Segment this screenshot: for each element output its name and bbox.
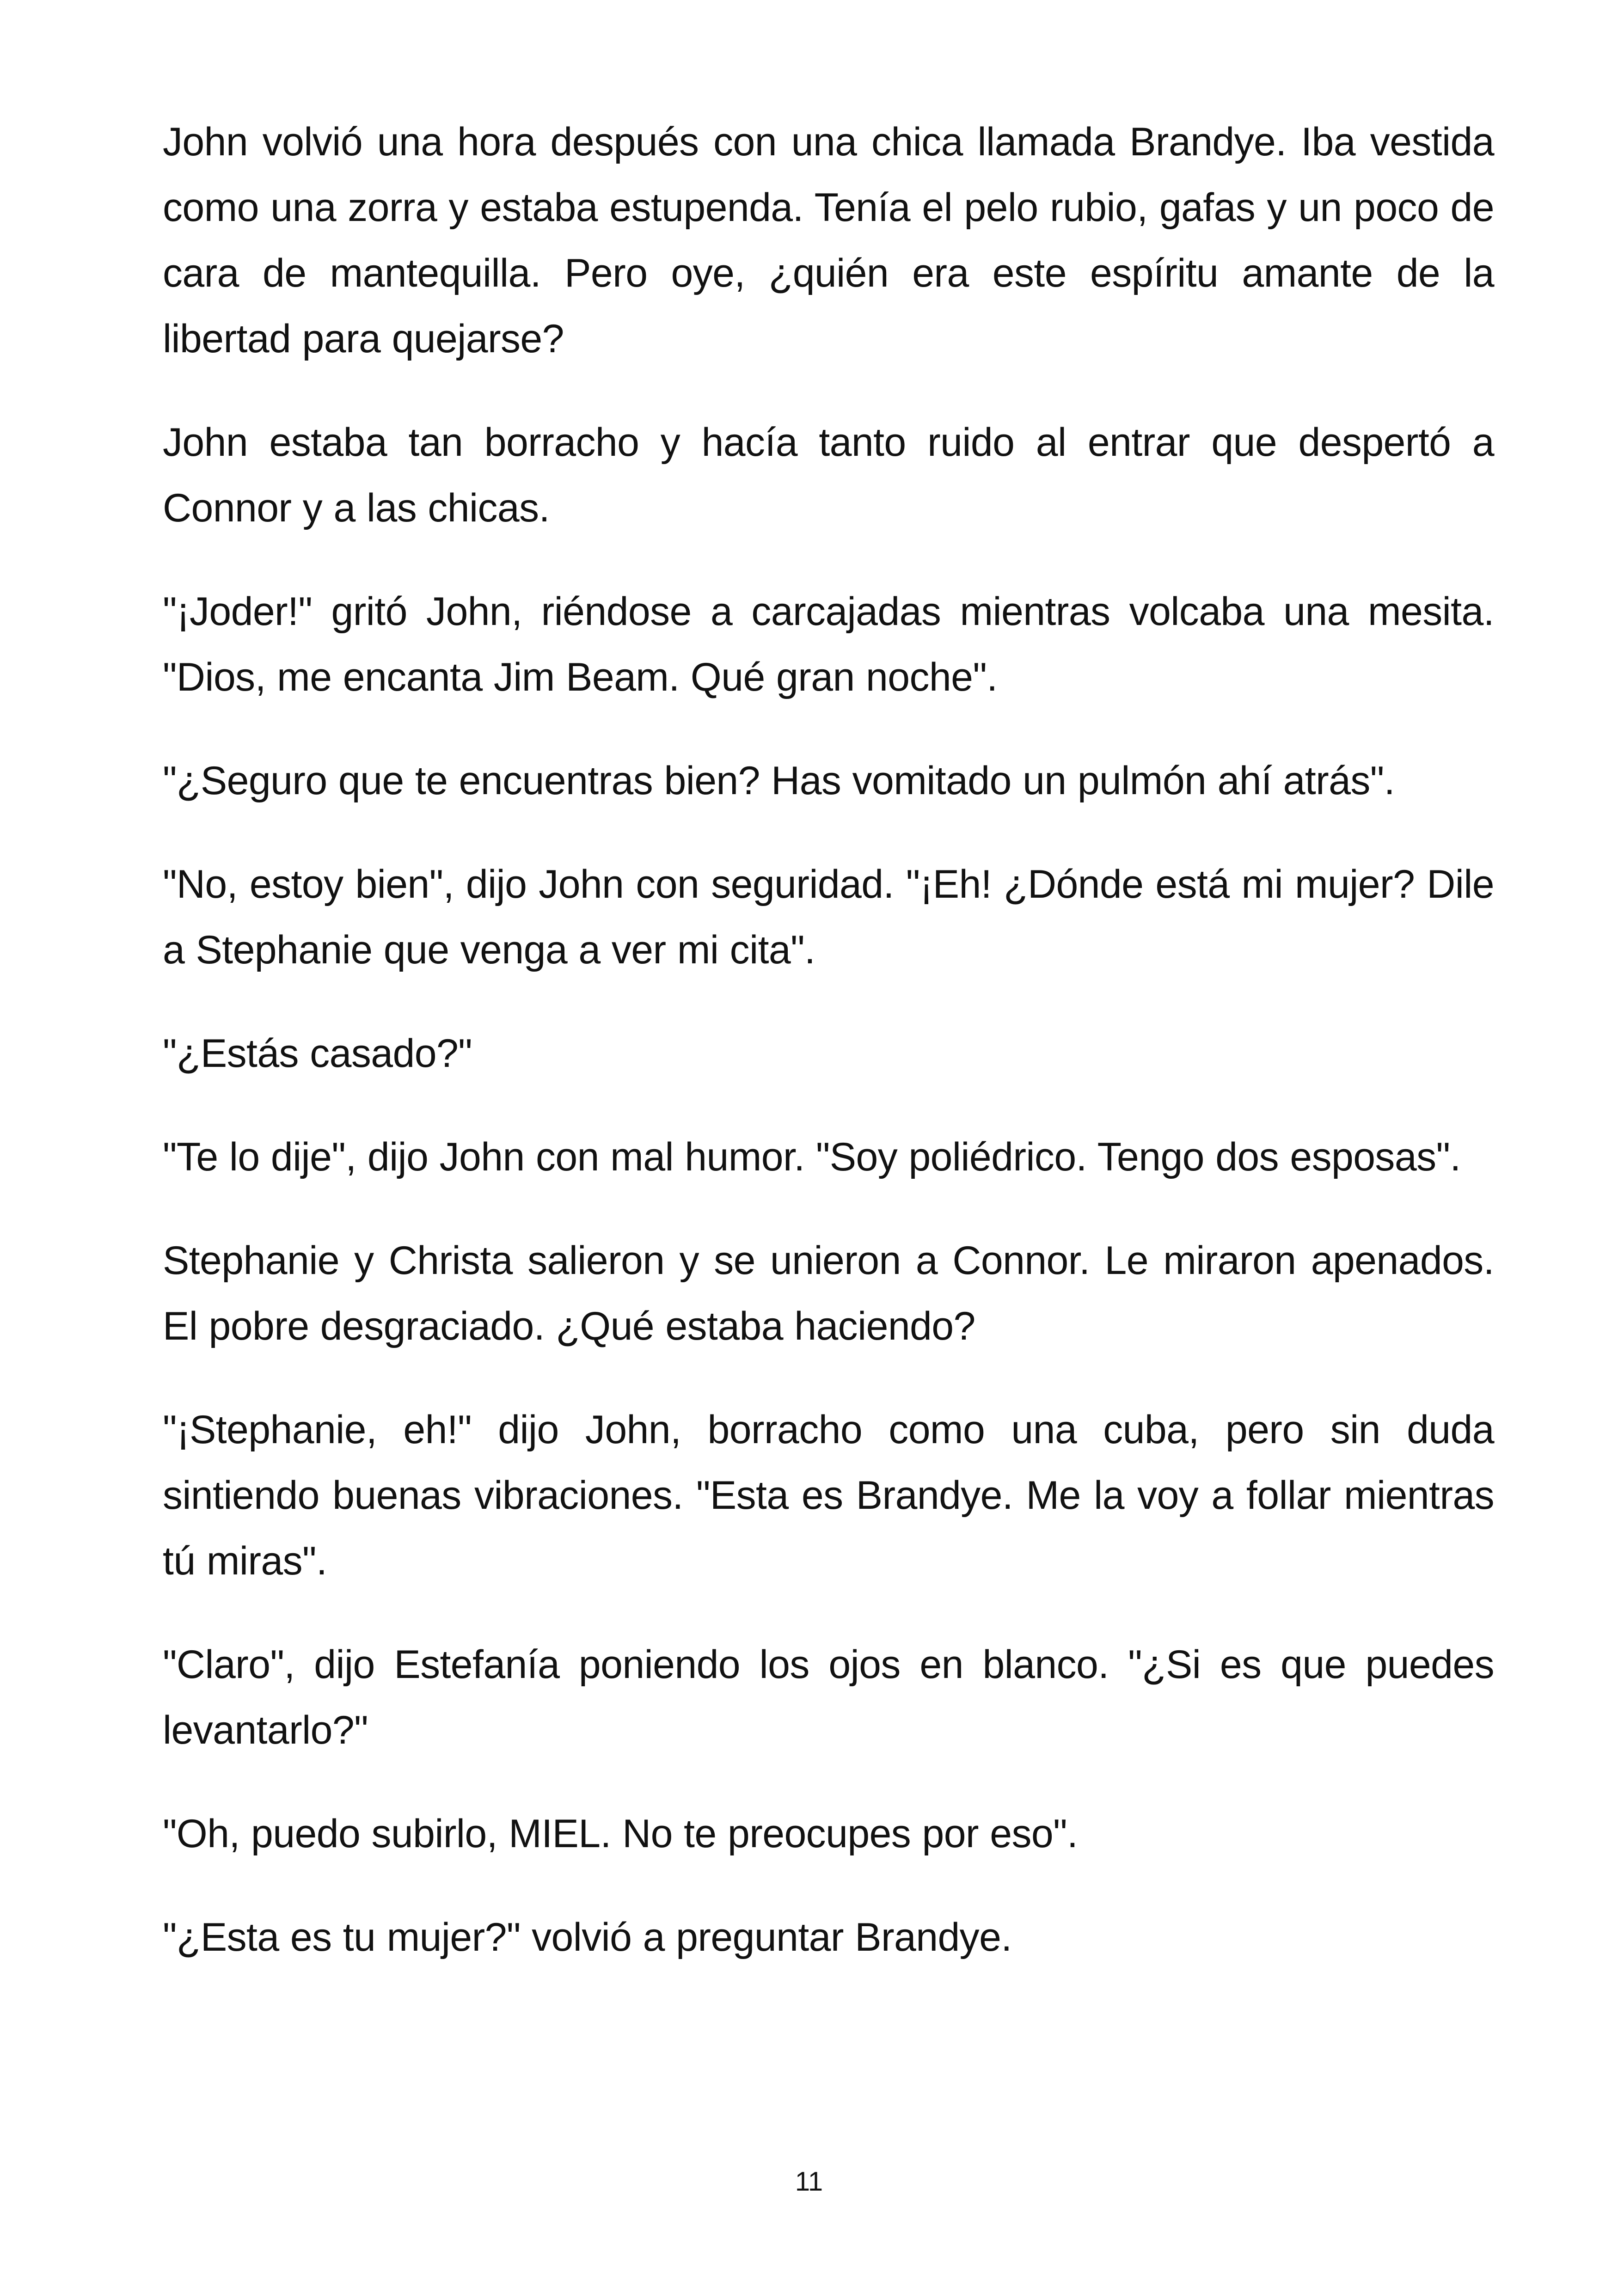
paragraph: "¡Stephanie, eh!" dijo John, borracho como una cuba, pero sin duda sintiendo buenas vibraciones. "Esta es Brandye. Me la voy a follar mientras tú miras". — [163, 1408, 1494, 1583]
paragraph: John volvió una hora después con una chica llamada Brandye. Iba vestida como una zorra y estaba estupenda. Tenía el pelo rubio, gafas y un poco de cara de mantequilla. Pero oye, ¿quién era este espíritu amante de la libertad para quejarse? — [163, 120, 1494, 361]
paragraph: John estaba tan borracho y hacía tanto ruido al entrar que despertó a Connor y a las chicas. — [163, 420, 1494, 530]
paragraph: "¿Estás casado?" — [163, 1031, 472, 1076]
paragraph: Stephanie y Christa salieron y se unieron a Connor. Le miraron apenados. El pobre desgraciado. ¿Qué estaba haciendo? — [163, 1238, 1494, 1348]
paragraph: "¡Joder!" gritó John, riéndose a carcajadas mientras volcaba una mesita. "Dios, me encanta Jim Beam. Qué gran noche". — [163, 589, 1494, 699]
paragraph: "¿Esta es tu mujer?" volvió a preguntar Brandye. — [163, 1915, 1012, 1959]
paragraph: "Claro", dijo Estefanía poniendo los ojos en blanco. "¿Si es que puedes levantarlo?" — [163, 1642, 1494, 1752]
paragraph: "No, estoy bien", dijo John con seguridad. "¡Eh! ¿Dónde está mi mujer? Dile a Stephanie que venga a ver mi cita". — [163, 862, 1494, 972]
paragraph: "Te lo dije", dijo John con mal humor. "Soy poliédrico. Tengo dos esposas". — [163, 1135, 1461, 1179]
paragraph: "¿Seguro que te encuentras bien? Has vomitado un pulmón ahí atrás". — [163, 759, 1395, 803]
paragraph: "Oh, puedo subirlo, MIEL. No te preocupes por eso". — [163, 1812, 1078, 1856]
page-body-text — [163, 109, 1494, 2008]
page-number: 11 — [795, 2167, 823, 2197]
